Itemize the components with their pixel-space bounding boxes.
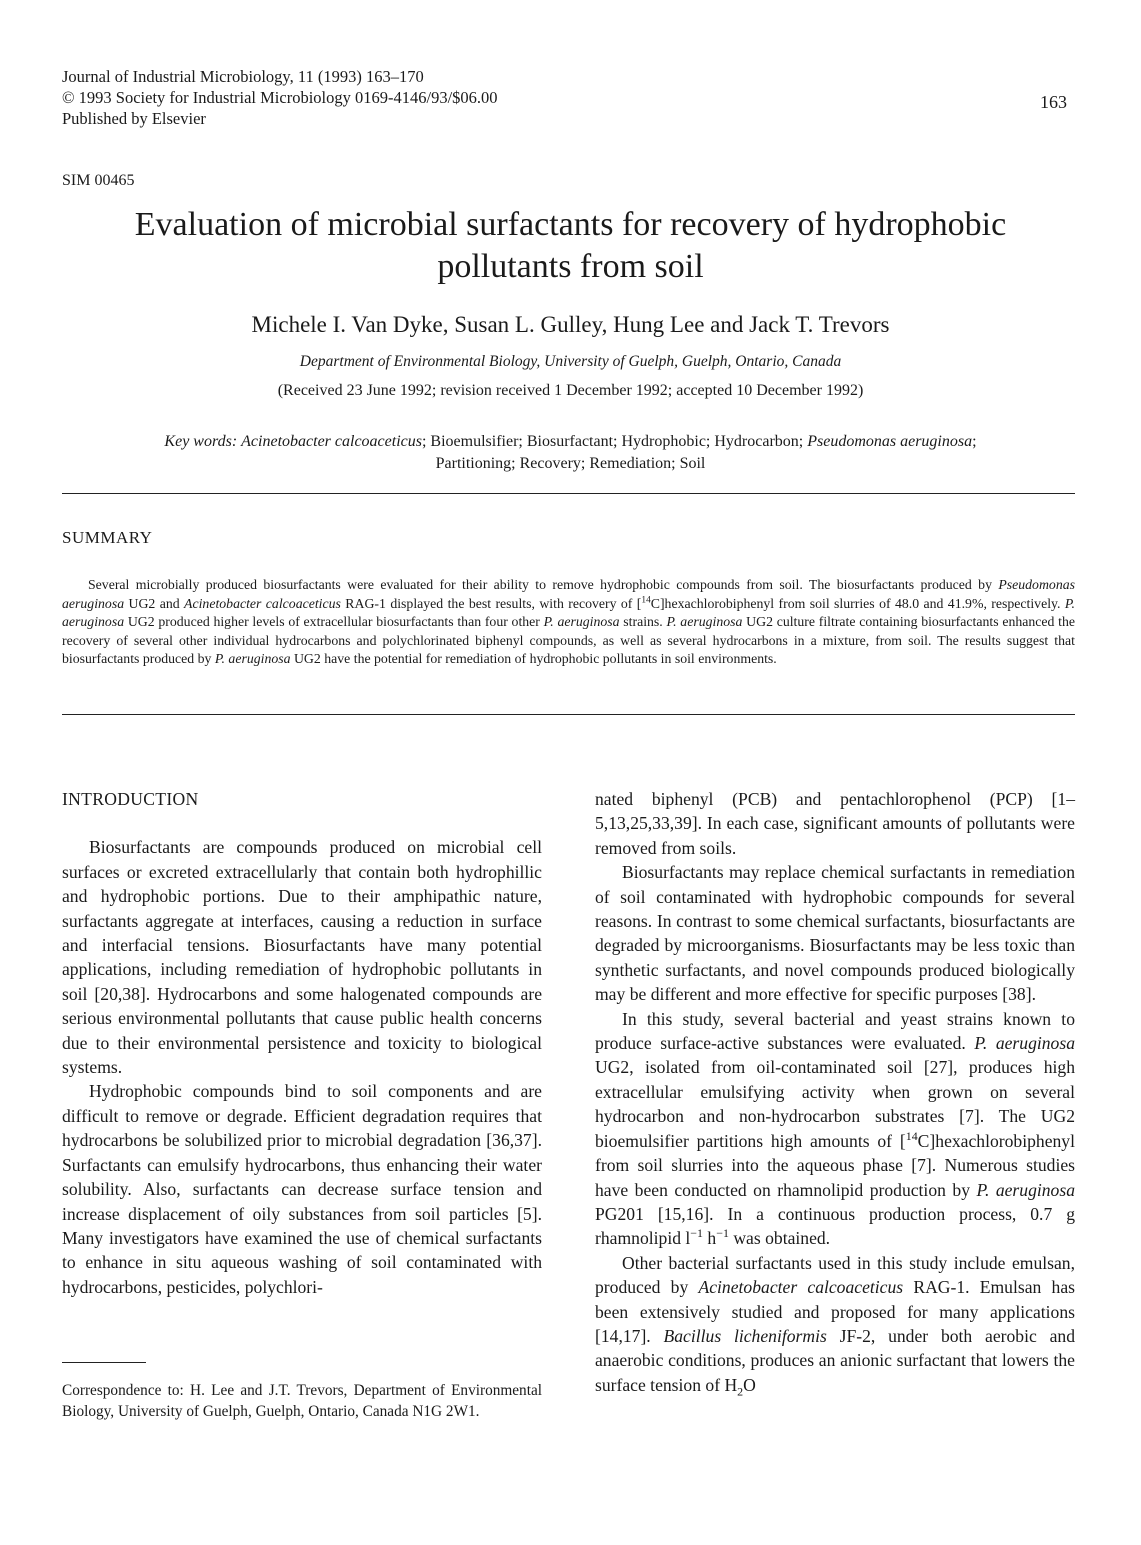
para-text: O xyxy=(743,1374,756,1395)
summary-italic: Acinetobacter calcoaceticus xyxy=(184,595,341,611)
summary-italic: P. aeruginosa xyxy=(62,595,1075,630)
rule-bottom xyxy=(62,714,1075,715)
summary-text-part: UG2 culture filtrate containing biosurfactants enhanced the recovery of several other individual hydrocarbons and polychlorinated biphenyl compounds, as well as several hydrocarbons in a mixture, from soil. The results suggest that biosurfactants produced by xyxy=(62,614,1075,667)
para-italic: Acinetobacter calcoaceticus xyxy=(698,1277,904,1298)
para-superscript: −1 xyxy=(690,1226,704,1241)
para-italic: P. aeruginosa xyxy=(974,1033,1075,1054)
article-title xyxy=(40,204,1101,288)
summary-heading: SUMMARY xyxy=(62,528,153,547)
summary-text-part: UG2 produced higher levels of extracellular biosurfactants than four other xyxy=(124,614,544,630)
keywords-label: Key words: xyxy=(164,433,238,450)
title-line-1: Evaluation of microbial surfactants for recovery of hydrophobic xyxy=(134,206,1007,243)
introduction-heading: INTRODUCTION xyxy=(62,789,199,809)
keywords xyxy=(90,431,1051,475)
received-dates: (Received 23 June 1992; revision received 1 December 1992; accepted 10 December 1992) xyxy=(277,382,864,399)
intro-paragraph-2: Hydrophobic compounds bind to soil components and are difficult to remove or degrade. Efficient degradation requires that hydrocarbons be solubilized prior to microbial degradation [36,37]. Surfactants can emulsify hydrocarbons, thus enhancing their water solubility. Also, surfactants can decrease surface tension and increase displacement of oily substances from soil particles [5]. Many investigators have examined the use of chemical surfactants to enhance in situ aqueous washing of soil contaminated with hydrocarbons, pesticides, polychlori- xyxy=(62,1081,542,1297)
para-superscript: 14 xyxy=(905,1128,918,1143)
intro-paragraph-4 xyxy=(595,1007,1075,1251)
intro-paragraph-2-cont: nated biphenyl (PCB) and pentachlorophenol (PCP) [1–5,13,25,33,39]. In each case, significant amounts of pollutants were removed from soils. xyxy=(595,789,1075,858)
keywords-text: ; Bioemulsifier; Biosurfactant; Hydrophobic; Hydrocarbon; xyxy=(421,433,808,450)
para-text: was obtained. xyxy=(728,1228,831,1249)
keyword-pseudomonas: Pseudomonas aeruginosa xyxy=(807,433,973,450)
para-text: In this study, several bacterial and yeast strains known to produce surface-active substances were evaluated. xyxy=(595,1008,1075,1054)
publisher-line: Published by Elsevier xyxy=(62,109,206,128)
sim-number: SIM 00465 xyxy=(62,172,135,189)
summary-text-part: C]hexachlorobiphenyl from soil slurries of 48.0 and 41.9%, respectively. xyxy=(650,595,1065,611)
para-subscript: 2 xyxy=(737,1384,744,1399)
intro-paragraph-1: Biosurfactants are compounds produced on microbial cell surfaces or excreted extracellularly that contain both hydrophillic and hydrophobic portions. Due to their amphipathic nature, surfactants aggregate at interfaces, causing a reduction in surface and interfacial tensions. Biosurfactants have many potential applications, including remediation of hydrophobic pollutants in soil [20,38]. Hydrocarbons and some halogenated compounds are serious environmental pollutants that cause public health concerns due to their environmental persistence and toxicity to biological systems. xyxy=(62,837,542,1078)
para-italic: Bacillus licheniformis xyxy=(663,1325,827,1346)
summary-text-part: strains. xyxy=(619,614,667,630)
correspondence-footnote: Correspondence to: H. Lee and J.T. Trevors, Department of Environmental Biology, University of Guelph, Guelph, Ontario, Canada N1G 2W1. xyxy=(62,1382,542,1420)
para-superscript: −1 xyxy=(716,1226,729,1241)
summary-italic: P. aeruginosa xyxy=(543,614,620,630)
para-text: h xyxy=(703,1228,717,1249)
left-column xyxy=(62,787,542,1299)
summary-text-part: Several microbially produced biosurfactants were evaluated for their ability to remove hydrophobic compounds from soil. The biosurfactants produced by xyxy=(88,577,999,592)
para-text: JF-2, under both aerobic and anaerobic conditions, produces an anionic surfactant that lowers the surface tension of H xyxy=(595,1325,1075,1395)
intro-paragraph-3: Biosurfactants may replace chemical surfactants in remediation of soil contaminated with hydrophobic compounds for several reasons. In contrast to some chemical surfactants, biosurfactants are degraded by microorganisms. Biosurfactants may be less toxic than synthetic surfactants, and novel compounds produced biologically may be different and more effective for specific purposes [38]. xyxy=(595,862,1075,1005)
right-column xyxy=(595,787,1075,1397)
para-text: UG2, isolated from oil-contaminated soil [27], produces high extracellular emulsifying activity when grown on several hydrocarbon and non-hydrocarbon substrates [7]. The UG2 bioemulsifier partitions high amounts of [ xyxy=(595,1057,1075,1151)
rule-top xyxy=(62,493,1075,494)
keyword-acinetobacter: Acinetobacter calcoaceticus xyxy=(241,433,422,450)
summary-text-part: UG2 have the potential for remediation of hydrophobic pollutants in soil environments. xyxy=(290,651,777,667)
summary-italic: Pseudomonas aeruginosa xyxy=(62,577,1075,611)
keywords-semicolon: ; xyxy=(972,433,977,450)
para-text: C]hexachlorobiphenyl from soil slurries into the aqueous phase [7]. Numerous studies have been conducted on rhamnolipid production by xyxy=(595,1130,1075,1200)
para-italic: P. aeruginosa xyxy=(976,1179,1075,1200)
journal-header xyxy=(62,66,498,129)
page-number: 163 xyxy=(1040,92,1067,112)
copyright-line: © 1993 Society for Industrial Microbiology 0169-4146/93/$06.00 xyxy=(62,88,498,107)
journal-line: Journal of Industrial Microbiology, 11 (1993) 163–170 xyxy=(62,67,424,86)
summary-italic: P. aeruginosa xyxy=(214,651,291,667)
para-text: Other bacterial surfactants used in this study include emulsan, produced by xyxy=(595,1252,1075,1298)
affiliation: Department of Environmental Biology, University of Guelph, Guelph, Ontario, Canada xyxy=(299,353,842,370)
summary-italic: P. aeruginosa xyxy=(666,614,743,630)
keywords-text-2: Partitioning; Recovery; Remediation; Soil xyxy=(435,455,706,472)
authors: Michele I. Van Dyke, Susan L. Gulley, Hung Lee and Jack T. Trevors xyxy=(251,312,890,337)
para-text: PG201 [15,16]. In a continuous production process, 0.7 g rhamnolipid l xyxy=(595,1203,1075,1249)
summary-text-part: UG2 and xyxy=(124,595,185,611)
footnote-rule xyxy=(62,1362,146,1363)
title-line-2: pollutants from soil xyxy=(437,248,704,285)
summary-text-part: RAG-1 displayed the best results, with recovery of [ xyxy=(340,595,642,611)
intro-paragraph-5 xyxy=(595,1251,1075,1397)
summary-superscript: 14 xyxy=(641,595,651,605)
para-text: RAG-1. Emulsan has been extensively studied and proposed for many applications [14,17]. xyxy=(595,1277,1075,1346)
summary-text xyxy=(62,576,1075,669)
